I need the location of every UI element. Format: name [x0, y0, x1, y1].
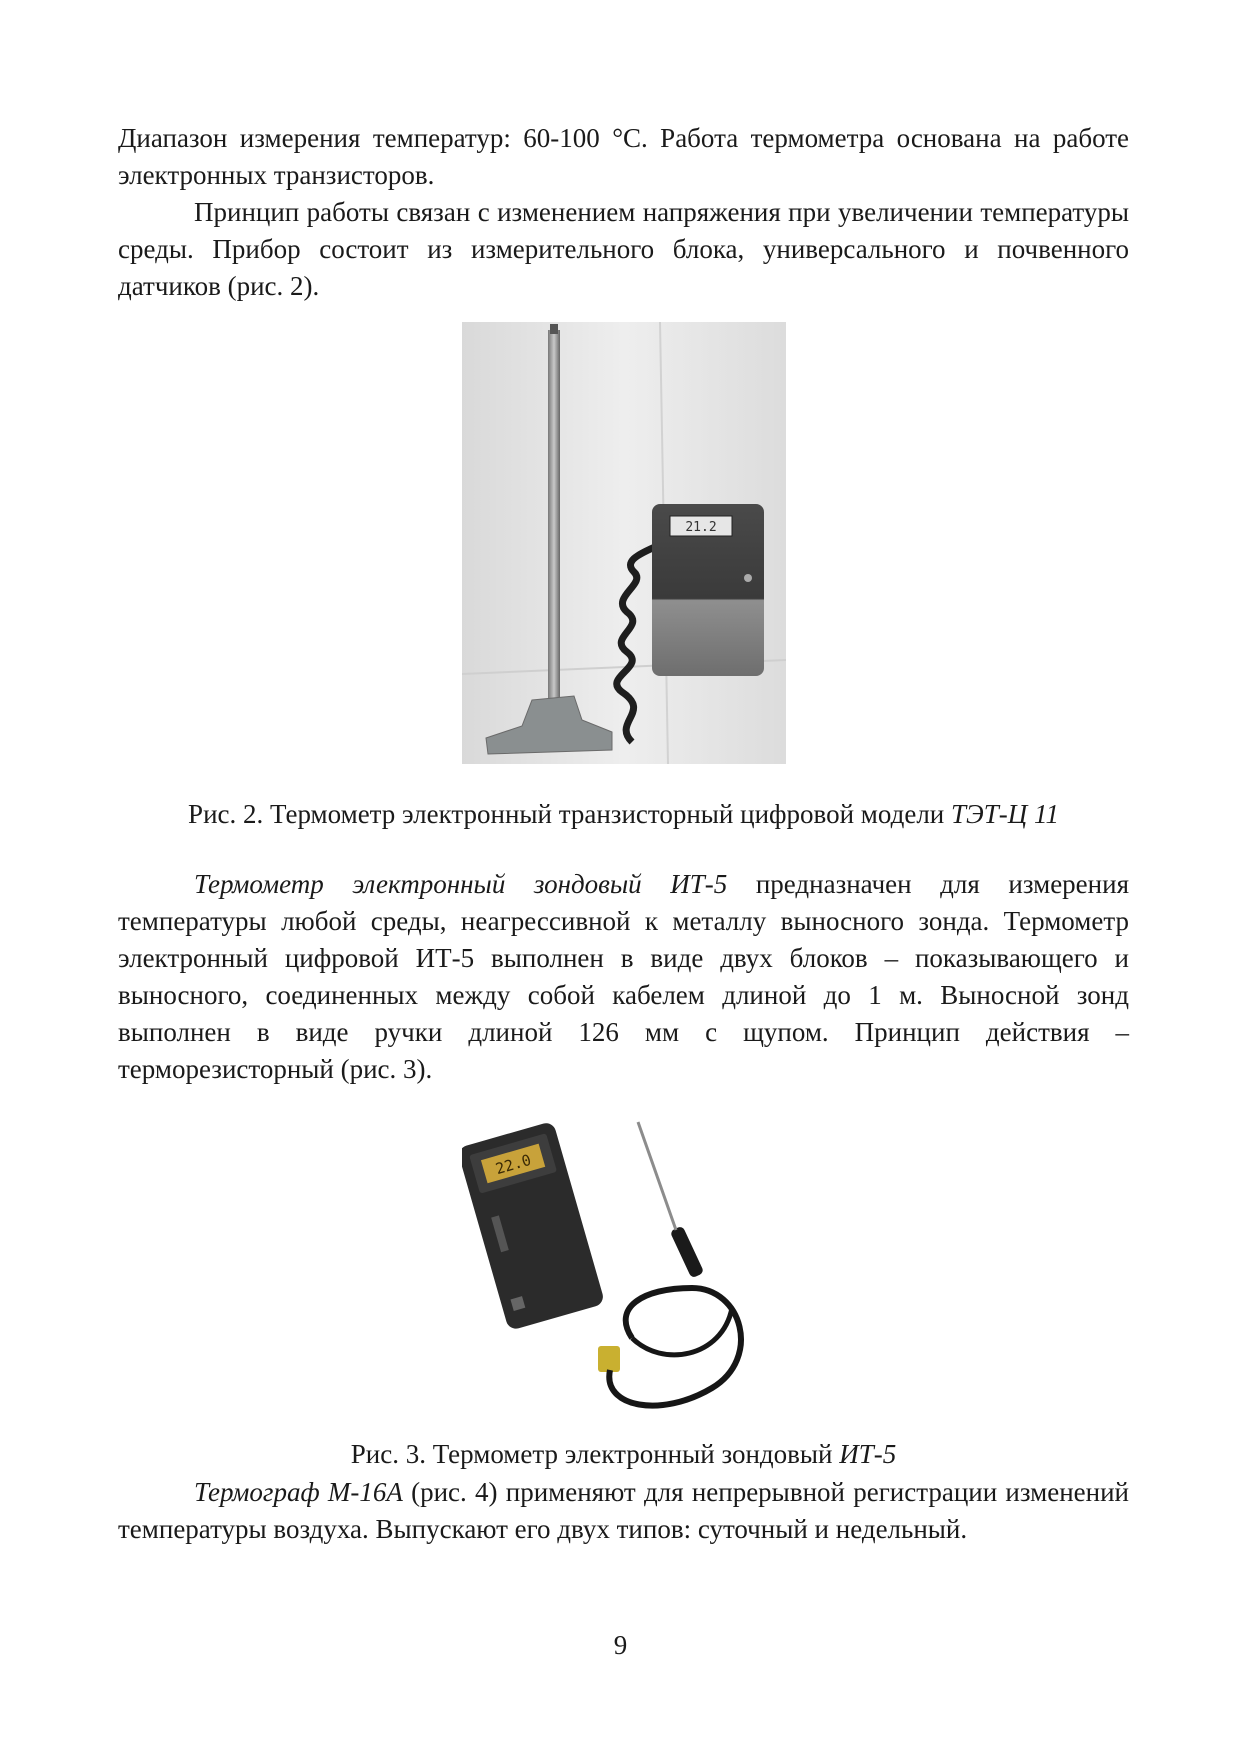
- figure-2-caption: [118, 796, 1129, 833]
- cable-connector: [598, 1346, 620, 1372]
- caption-text: Рис. 3. Термометр электронный зондовый: [350, 1439, 840, 1469]
- paragraph-principle: [118, 194, 1129, 305]
- lcd-reading: 22.0: [493, 1150, 534, 1179]
- paragraph-thermograph: [118, 1474, 1129, 1548]
- unit-display-reading: 21.2: [685, 520, 717, 535]
- caption-model: ТЭТ-Ц 11: [951, 799, 1059, 829]
- paragraph-text: Принцип работы связан с изменением напряжения при увеличении температуры среды. Прибор состоит из измерительного блока, универсального и почвенного датчиков (рис. 2).: [118, 197, 1129, 301]
- figure-3-caption: [118, 1436, 1129, 1473]
- caption-text: Рис. 2. Термометр электронный транзисторный цифровой модели: [188, 799, 951, 829]
- paragraph-italic-term: Термограф М-16А: [194, 1477, 403, 1507]
- paragraph-text: (рис. 4) применяют для непрерывной регистрации изменений температуры воздуха. Выпускают его двух типов: суточный и недельный.: [118, 1477, 1130, 1544]
- paragraph-text: предназначен для измерения температуры любой среды, неагрессивной к металлу выносного зонда. Термометр электронный цифровой ИТ-5 выполнен в виде двух блоков – показывающего и выносного, соединенных между собой кабелем длиной до 1 м. Выносной зонд выполнен в виде ручки длиной 126 мм с щупом. Принцип действия – терморезисторный (рис. 3).: [118, 869, 1129, 1084]
- caption-model: ИТ-5: [839, 1439, 897, 1469]
- paragraph-text: Диапазон измерения температур: 60-100 °С. Работа термометра основана на работе электронных транзисторов.: [118, 123, 1129, 190]
- unit-button: [744, 574, 752, 582]
- paragraph-italic-term: Термометр электронный зондовый ИТ-5: [194, 869, 728, 899]
- paragraph-it5: [118, 866, 1129, 1088]
- figure-3-photo: [462, 1108, 790, 1418]
- paragraph-temperature-range: [118, 120, 1129, 194]
- figure-2-photo: [462, 322, 786, 764]
- probe-rod: [548, 330, 560, 700]
- probe-tip: [550, 324, 558, 334]
- page-number: 9: [613, 1630, 628, 1660]
